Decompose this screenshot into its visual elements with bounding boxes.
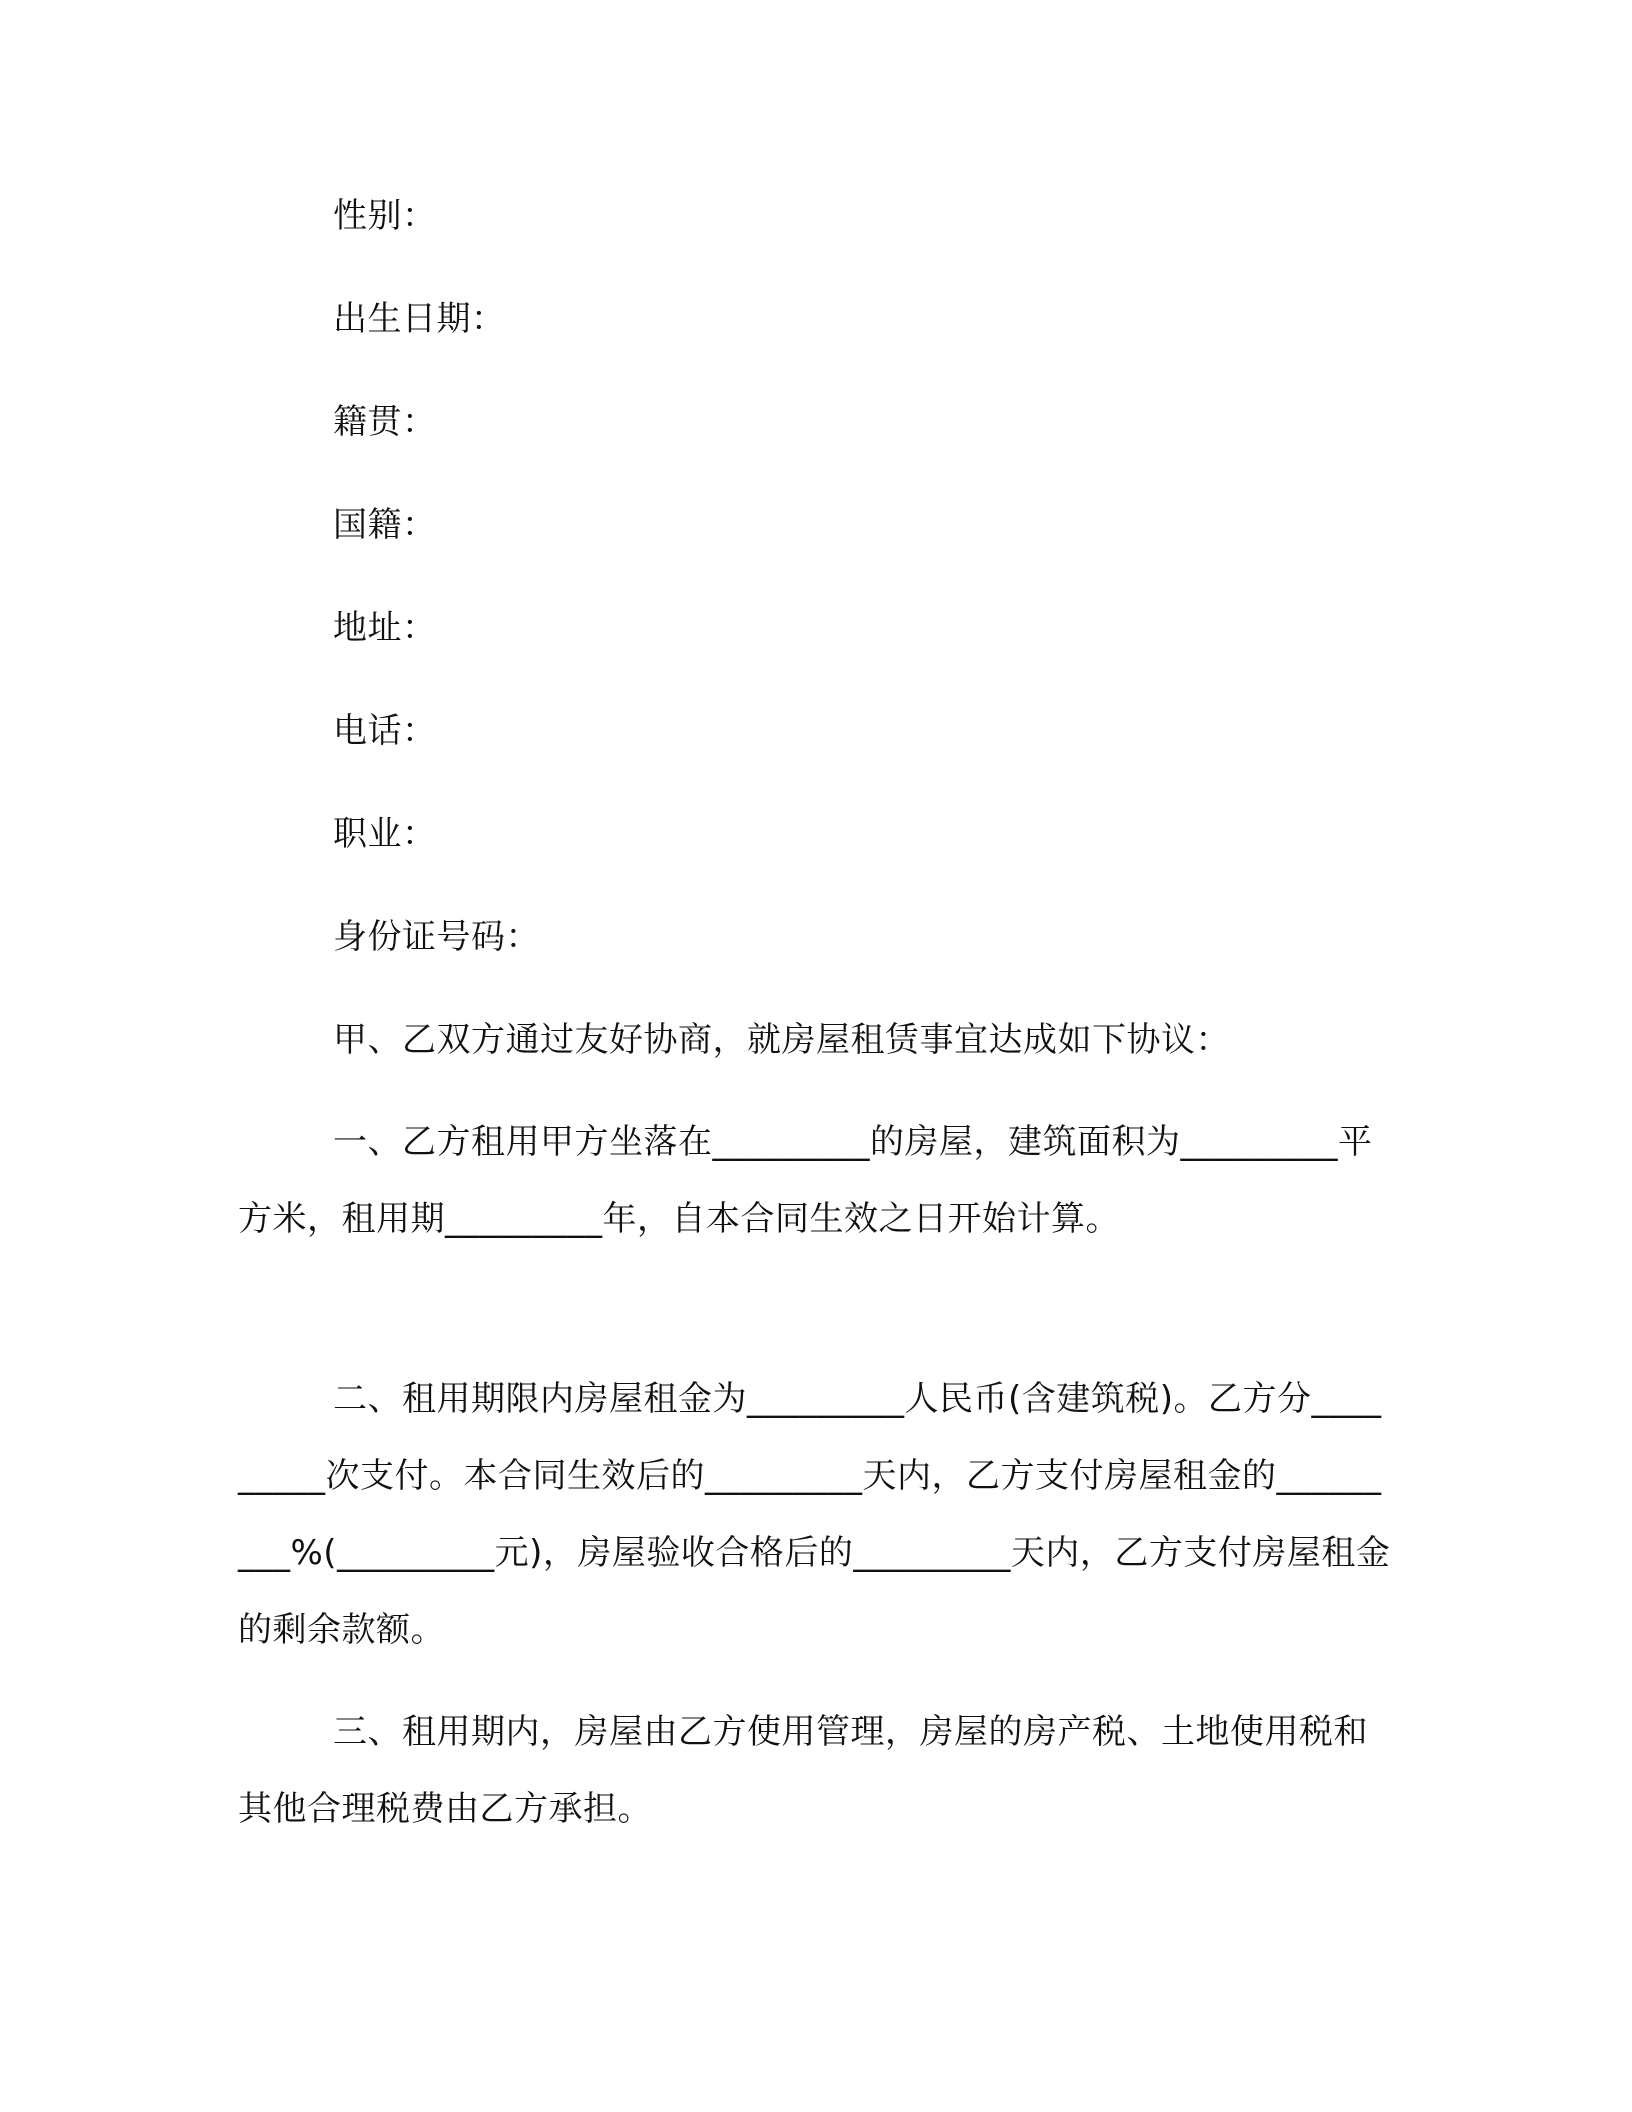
field-nationality: 国籍：: [333, 505, 437, 545]
field-id-number: 身份证号码：: [333, 917, 540, 957]
field-native-place: 籍贯：: [333, 402, 437, 442]
field-gender: 性别：: [333, 196, 437, 236]
field-phone: 电话：: [333, 711, 437, 751]
field-birth-date: 出生日期：: [333, 299, 506, 339]
clause-2: 二、租用期限内房屋租金为_________人民币(含建筑税)。乙方分_________次支付。本合同生效后的_________天内，乙方支付房屋租金的_________%(_________元)，房屋验收合格后的_________天内，乙方支付房屋租金的剩余款额。: [238, 1379, 1391, 1650]
agreement-intro: 甲、乙双方通过友好协商，就房屋租赁事宜达成如下协议：: [333, 1020, 1230, 1060]
clause-3: 三、租用期内，房屋由乙方使用管理，房屋的房产税、土地使用税和其他合理税费由乙方承担。: [238, 1712, 1368, 1829]
field-occupation: 职业：: [333, 814, 437, 854]
clause-1: 一、乙方租用甲方坐落在_________的房屋，建筑面积为_________平方米，租用期_________年，自本合同生效之日开始计算。: [238, 1122, 1373, 1239]
field-address: 地址：: [333, 608, 437, 648]
